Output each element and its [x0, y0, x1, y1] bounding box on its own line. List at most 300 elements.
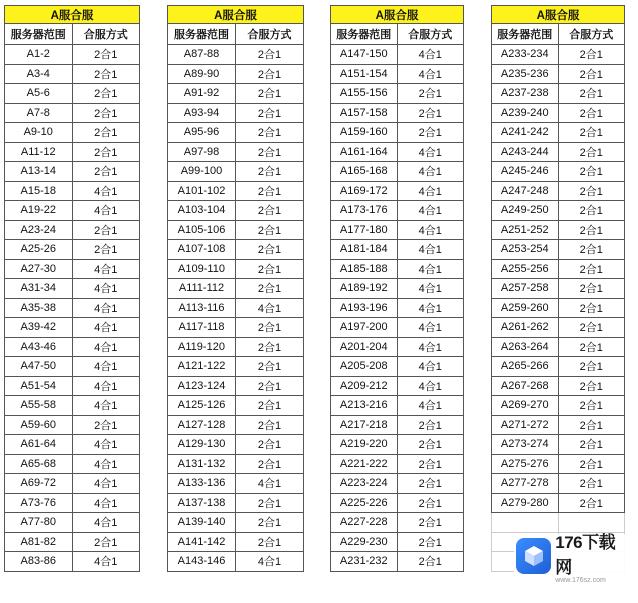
merge-method-cell: 2合1 [236, 532, 304, 552]
merge-method-cell: 2合1 [558, 337, 625, 357]
server-range-cell: A255-256 [492, 259, 559, 279]
column-header-merge-method: 合服方式 [236, 24, 304, 45]
merge-method-cell: 2合1 [236, 415, 304, 435]
server-range-cell: A265-266 [492, 357, 559, 377]
server-range-cell: A1-2 [5, 45, 73, 65]
table-row [492, 181, 625, 201]
table-row [168, 181, 304, 201]
server-range-cell: A97-98 [168, 142, 236, 162]
merge-method-cell: 4合1 [397, 279, 464, 299]
table-row [492, 103, 625, 123]
merge-method-cell: 2合1 [236, 396, 304, 416]
server-range-cell: A245-246 [492, 162, 559, 182]
server-range-cell: A243-244 [492, 142, 559, 162]
server-range-cell: A157-158 [331, 103, 398, 123]
table-row [492, 357, 625, 377]
server-range-cell: A25-26 [5, 240, 73, 260]
merge-method-cell: 2合1 [236, 435, 304, 455]
table-row [331, 415, 464, 435]
table-row [331, 123, 464, 143]
merge-method-cell: 2合1 [236, 337, 304, 357]
table-row [168, 357, 304, 377]
server-range-cell: A263-264 [492, 337, 559, 357]
server-range-cell: A141-142 [168, 532, 236, 552]
server-range-cell: A103-104 [168, 201, 236, 221]
table-row [5, 259, 140, 279]
table-row [5, 162, 140, 182]
table-row [492, 298, 625, 318]
server-range-cell: A225-226 [331, 493, 398, 513]
server-range-cell: A127-128 [168, 415, 236, 435]
server-range-cell: A223-224 [331, 474, 398, 494]
merge-method-cell: 4合1 [72, 376, 140, 396]
table-row [5, 435, 140, 455]
server-range-cell: A247-248 [492, 181, 559, 201]
table-row [331, 298, 464, 318]
table-row [168, 279, 304, 299]
server-range-cell: A143-146 [168, 552, 236, 572]
server-range-cell: A19-22 [5, 201, 73, 221]
column-header-server-range: 服务器范围 [492, 24, 559, 45]
merge-method-cell: 2合1 [72, 142, 140, 162]
table-title: A服合服 [492, 6, 625, 24]
table-row [168, 142, 304, 162]
server-range-cell: A39-42 [5, 318, 73, 338]
server-range-cell: A15-18 [5, 181, 73, 201]
server-range-cell: A275-276 [492, 454, 559, 474]
column-header-merge-method: 合服方式 [558, 24, 625, 45]
merge-method-cell: 2合1 [236, 357, 304, 377]
merge-method-cell: 2合1 [236, 318, 304, 338]
server-range-cell: A111-112 [168, 279, 236, 299]
table-row [331, 376, 464, 396]
table-row [331, 240, 464, 260]
server-range-cell: A125-126 [168, 396, 236, 416]
table-row [5, 337, 140, 357]
table-row [331, 259, 464, 279]
table-row [168, 298, 304, 318]
merge-method-cell: 2合1 [397, 532, 464, 552]
merge-method-cell: 2合1 [236, 279, 304, 299]
column-header-server-range: 服务器范围 [5, 24, 73, 45]
merge-method-cell: 2合1 [236, 84, 304, 104]
site-watermark [514, 533, 630, 584]
server-range-cell: A189-192 [331, 279, 398, 299]
table-row [331, 64, 464, 84]
merge-method-cell: 2合1 [397, 513, 464, 533]
server-range-cell: A99-100 [168, 162, 236, 182]
server-range-cell: A193-196 [331, 298, 398, 318]
merge-method-cell: 4合1 [72, 318, 140, 338]
server-range-cell: A91-92 [168, 84, 236, 104]
column-header-server-range: 服务器范围 [331, 24, 398, 45]
table-row [168, 123, 304, 143]
merge-method-cell: 2合1 [558, 298, 625, 318]
merge-method-cell: 4合1 [397, 337, 464, 357]
table-row [331, 181, 464, 201]
merge-method-cell: 2合1 [236, 493, 304, 513]
server-range-cell: A213-216 [331, 396, 398, 416]
table-row [492, 45, 625, 65]
merge-method-cell: 4合1 [397, 181, 464, 201]
server-range-cell: A139-140 [168, 513, 236, 533]
server-range-cell: A61-64 [5, 435, 73, 455]
table-row [5, 64, 140, 84]
server-range-cell: A81-82 [5, 532, 73, 552]
server-range-cell: A23-24 [5, 220, 73, 240]
server-range-cell: A151-154 [331, 64, 398, 84]
table-row [5, 142, 140, 162]
table-row [331, 532, 464, 552]
table-row [168, 337, 304, 357]
server-range-cell: A267-268 [492, 376, 559, 396]
server-range-cell: A161-164 [331, 142, 398, 162]
table-row [331, 474, 464, 494]
table-row [5, 532, 140, 552]
column-header-merge-method: 合服方式 [397, 24, 464, 45]
table-row [331, 435, 464, 455]
server-range-cell: A237-238 [492, 84, 559, 104]
merge-method-cell: 2合1 [397, 123, 464, 143]
server-range-cell: A51-54 [5, 376, 73, 396]
merge-method-cell: 4合1 [397, 142, 464, 162]
merge-method-cell: 2合1 [558, 142, 625, 162]
server-range-cell: A155-156 [331, 84, 398, 104]
server-range-cell: A117-118 [168, 318, 236, 338]
server-range-cell: A253-254 [492, 240, 559, 260]
merge-method-cell: 2合1 [72, 64, 140, 84]
table-row [5, 181, 140, 201]
merge-table-3 [330, 5, 464, 572]
merge-method-cell: 2合1 [558, 64, 625, 84]
server-range-cell: A105-106 [168, 220, 236, 240]
table-row [492, 142, 625, 162]
table-row [331, 84, 464, 104]
table-row [492, 220, 625, 240]
merge-method-cell: 2合1 [236, 123, 304, 143]
server-range-cell: A73-76 [5, 493, 73, 513]
table-row [331, 103, 464, 123]
server-range-cell: A93-94 [168, 103, 236, 123]
table-row [5, 493, 140, 513]
merge-method-cell: 2合1 [72, 103, 140, 123]
merge-method-cell: 2合1 [397, 415, 464, 435]
merge-method-cell: 2合1 [558, 240, 625, 260]
server-range-cell: A65-68 [5, 454, 73, 474]
merge-method-cell: 2合1 [558, 103, 625, 123]
table-row [492, 240, 625, 260]
server-range-cell: A273-274 [492, 435, 559, 455]
merge-method-cell: 2合1 [236, 220, 304, 240]
table-row [331, 552, 464, 572]
merge-method-cell: 2合1 [236, 201, 304, 221]
table-row [5, 415, 140, 435]
table-row [492, 415, 625, 435]
merge-method-cell: 2合1 [236, 259, 304, 279]
table-row [5, 240, 140, 260]
server-range-cell: A241-242 [492, 123, 559, 143]
merge-table-1 [4, 5, 140, 572]
column-header-merge-method: 合服方式 [72, 24, 140, 45]
merge-method-cell: 2合1 [558, 45, 625, 65]
table-row [5, 357, 140, 377]
merge-method-cell: 2合1 [558, 474, 625, 494]
server-range-cell: A185-188 [331, 259, 398, 279]
server-range-cell: A201-204 [331, 337, 398, 357]
table-row [168, 454, 304, 474]
server-range-cell: A165-168 [331, 162, 398, 182]
table-row [168, 220, 304, 240]
table-row [331, 279, 464, 299]
server-range-cell: A47-50 [5, 357, 73, 377]
table-row [492, 123, 625, 143]
table-row [5, 123, 140, 143]
server-range-cell: A7-8 [5, 103, 73, 123]
server-range-cell: A231-232 [331, 552, 398, 572]
table-row [492, 493, 625, 513]
server-range-cell: A11-12 [5, 142, 73, 162]
server-range-cell: A27-30 [5, 259, 73, 279]
merge-method-cell: 2合1 [397, 84, 464, 104]
server-range-cell: A173-176 [331, 201, 398, 221]
server-range-cell: A133-136 [168, 474, 236, 494]
merge-method-cell: 4合1 [397, 357, 464, 377]
server-range-cell: A181-184 [331, 240, 398, 260]
server-range-cell: A123-124 [168, 376, 236, 396]
merge-method-cell: 2合1 [236, 162, 304, 182]
merge-method-cell: 2合1 [72, 532, 140, 552]
table-row [492, 64, 625, 84]
server-range-cell: A209-212 [331, 376, 398, 396]
merge-method-cell: 2合1 [236, 181, 304, 201]
table-row [168, 396, 304, 416]
merge-method-cell: 2合1 [72, 123, 140, 143]
table-row [168, 532, 304, 552]
server-range-cell: A257-258 [492, 279, 559, 299]
merge-method-cell: 2合1 [236, 454, 304, 474]
merge-method-cell: 2合1 [558, 201, 625, 221]
table-row [492, 279, 625, 299]
column-header-server-range: 服务器范围 [168, 24, 236, 45]
merge-method-cell: 2合1 [558, 357, 625, 377]
server-range-cell: A219-220 [331, 435, 398, 455]
merge-table-4 [491, 5, 625, 572]
merge-method-cell: 4合1 [397, 162, 464, 182]
merge-method-cell: 4合1 [72, 298, 140, 318]
merge-method-cell: 2合1 [397, 493, 464, 513]
merge-method-cell: 2合1 [236, 142, 304, 162]
server-range-cell: A259-260 [492, 298, 559, 318]
server-range-cell: A261-262 [492, 318, 559, 338]
merge-method-cell: 2合1 [558, 279, 625, 299]
merge-method-cell: 4合1 [397, 396, 464, 416]
merge-method-cell: 2合1 [558, 493, 625, 513]
merge-method-cell: 4合1 [397, 45, 464, 65]
server-range-cell: A277-278 [492, 474, 559, 494]
table-row [5, 103, 140, 123]
table-row [5, 376, 140, 396]
merge-method-cell: 2合1 [72, 415, 140, 435]
merge-method-cell: 4合1 [72, 357, 140, 377]
table-row [5, 201, 140, 221]
watermark-url: www.176sz.com [555, 577, 606, 584]
merge-method-cell: 2合1 [236, 103, 304, 123]
server-range-cell: A233-234 [492, 45, 559, 65]
server-range-cell: A95-96 [168, 123, 236, 143]
server-range-cell: A83-86 [5, 552, 73, 572]
table-row [168, 45, 304, 65]
merge-method-cell: 4合1 [397, 64, 464, 84]
merge-method-cell: 4合1 [72, 259, 140, 279]
merge-method-cell: 2合1 [558, 376, 625, 396]
table-row [331, 513, 464, 533]
cube-logo-icon [516, 538, 551, 574]
merge-method-cell: 2合1 [397, 454, 464, 474]
table-row [492, 259, 625, 279]
server-range-cell: A119-120 [168, 337, 236, 357]
table-row [331, 220, 464, 240]
server-range-cell: A229-230 [331, 532, 398, 552]
faded-cell [492, 513, 559, 533]
server-range-cell: A197-200 [331, 318, 398, 338]
table-row [168, 474, 304, 494]
server-range-cell: A5-6 [5, 84, 73, 104]
server-range-cell: A109-110 [168, 259, 236, 279]
table-row [331, 396, 464, 416]
server-range-cell: A177-180 [331, 220, 398, 240]
server-range-cell: A169-172 [331, 181, 398, 201]
server-range-cell: A101-102 [168, 181, 236, 201]
merge-method-cell: 4合1 [72, 454, 140, 474]
merge-method-cell: 4合1 [397, 318, 464, 338]
table-row [331, 318, 464, 338]
merge-method-cell: 4合1 [397, 298, 464, 318]
merge-method-cell: 2合1 [558, 123, 625, 143]
server-range-cell: A59-60 [5, 415, 73, 435]
table-title: A服合服 [5, 6, 140, 24]
table-row [492, 474, 625, 494]
merge-method-cell: 2合1 [72, 220, 140, 240]
merge-method-cell: 4合1 [72, 396, 140, 416]
server-range-cell: A89-90 [168, 64, 236, 84]
merge-method-cell: 2合1 [558, 220, 625, 240]
table-row [492, 337, 625, 357]
table-row [5, 454, 140, 474]
merge-method-cell: 2合1 [72, 162, 140, 182]
merge-method-cell: 4合1 [72, 474, 140, 494]
server-range-cell: A235-236 [492, 64, 559, 84]
server-range-cell: A159-160 [331, 123, 398, 143]
table-row [5, 298, 140, 318]
merge-method-cell: 4合1 [397, 259, 464, 279]
merge-method-cell: 2合1 [236, 240, 304, 260]
table-row [331, 357, 464, 377]
server-range-cell: A113-116 [168, 298, 236, 318]
table-row [168, 240, 304, 260]
merge-method-cell: 4合1 [236, 552, 304, 572]
server-range-cell: A9-10 [5, 123, 73, 143]
merge-method-cell: 4合1 [397, 220, 464, 240]
server-range-cell: A221-222 [331, 454, 398, 474]
merge-method-cell: 2合1 [236, 513, 304, 533]
merge-method-cell: 2合1 [558, 259, 625, 279]
merge-method-cell: 2合1 [558, 181, 625, 201]
merge-method-cell: 2合1 [72, 84, 140, 104]
merge-method-cell: 2合1 [397, 552, 464, 572]
table-row [5, 552, 140, 572]
table-row [168, 513, 304, 533]
merge-method-cell: 2合1 [558, 435, 625, 455]
table-row [5, 396, 140, 416]
table-row [492, 84, 625, 104]
server-range-cell: A35-38 [5, 298, 73, 318]
table-title: A服合服 [168, 6, 304, 24]
merge-method-cell: 2合1 [558, 318, 625, 338]
server-range-cell: A13-14 [5, 162, 73, 182]
merge-method-cell: 2合1 [236, 45, 304, 65]
server-range-cell: A271-272 [492, 415, 559, 435]
server-range-cell: A279-280 [492, 493, 559, 513]
merge-method-cell: 4合1 [72, 279, 140, 299]
merge-method-cell: 2合1 [558, 162, 625, 182]
server-range-cell: A227-228 [331, 513, 398, 533]
table-row [331, 162, 464, 182]
merge-method-cell: 4合1 [236, 298, 304, 318]
merge-method-cell: 4合1 [72, 493, 140, 513]
server-range-cell: A77-80 [5, 513, 73, 533]
table-row [168, 415, 304, 435]
table-row [168, 493, 304, 513]
merge-method-cell: 2合1 [236, 64, 304, 84]
merge-method-cell: 2合1 [558, 415, 625, 435]
table-row [168, 435, 304, 455]
table-row [331, 493, 464, 513]
merge-method-cell: 4合1 [72, 552, 140, 572]
server-range-cell: A239-240 [492, 103, 559, 123]
merge-method-cell: 2合1 [397, 103, 464, 123]
merge-table-2 [167, 5, 304, 572]
merge-method-cell: 4合1 [397, 376, 464, 396]
server-range-cell: A121-122 [168, 357, 236, 377]
merge-method-cell: 2合1 [72, 45, 140, 65]
merge-method-cell: 2合1 [558, 84, 625, 104]
table-row [5, 279, 140, 299]
table-row [5, 513, 140, 533]
table-row [168, 84, 304, 104]
server-range-cell: A249-250 [492, 201, 559, 221]
table-row [331, 142, 464, 162]
table-row [168, 162, 304, 182]
table-row [492, 435, 625, 455]
table-row [5, 220, 140, 240]
merge-method-cell: 4合1 [72, 513, 140, 533]
server-range-cell: A147-150 [331, 45, 398, 65]
server-range-cell: A43-46 [5, 337, 73, 357]
table-row [492, 396, 625, 416]
table-row [492, 318, 625, 338]
server-range-cell: A87-88 [168, 45, 236, 65]
table-row [492, 162, 625, 182]
table-row [5, 45, 140, 65]
server-range-cell: A31-34 [5, 279, 73, 299]
table-row [168, 201, 304, 221]
merge-method-cell: 2合1 [236, 376, 304, 396]
server-range-cell: A251-252 [492, 220, 559, 240]
server-range-cell: A269-270 [492, 396, 559, 416]
merge-method-cell: 4合1 [72, 337, 140, 357]
table-title: A服合服 [331, 6, 464, 24]
table-row [168, 259, 304, 279]
